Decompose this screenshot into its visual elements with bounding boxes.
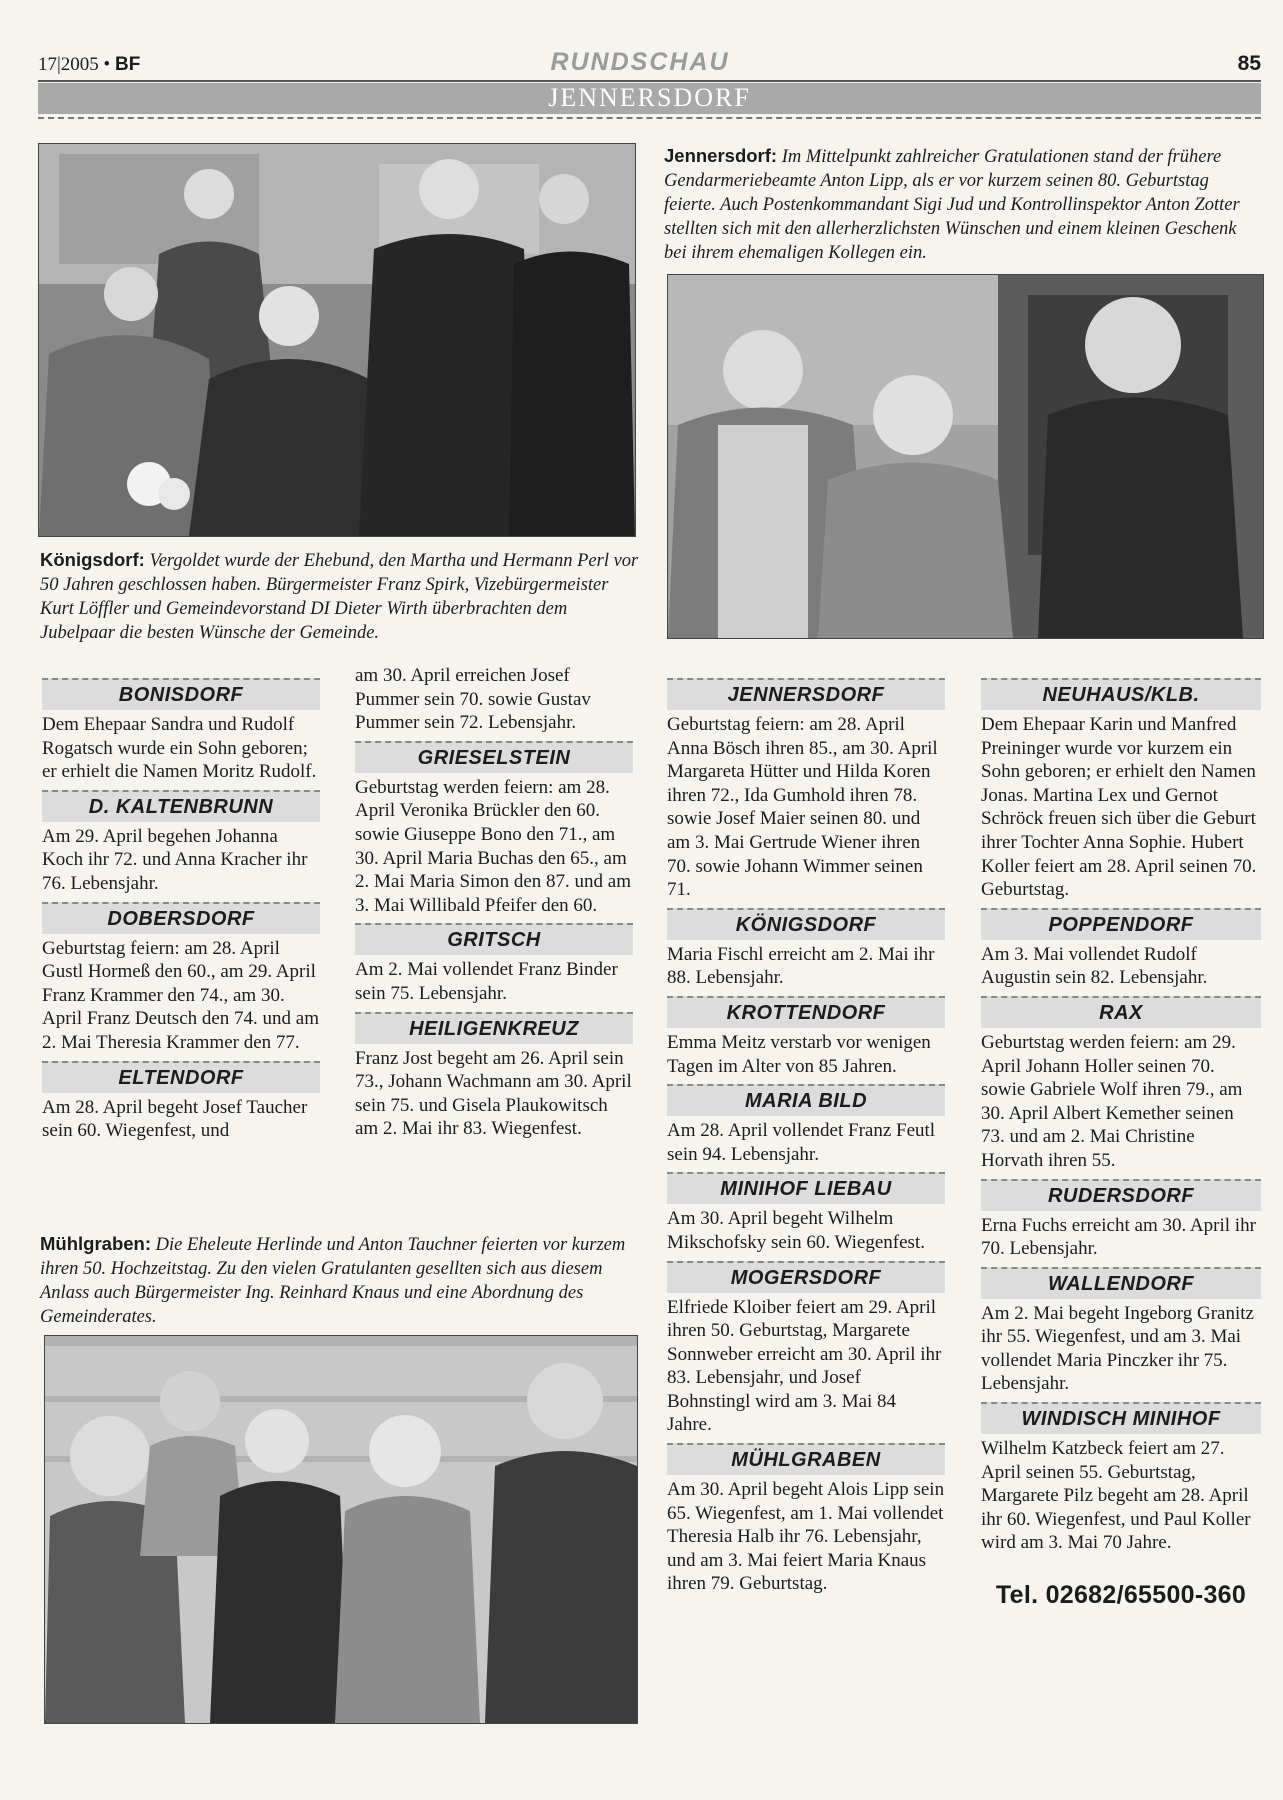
- section-body-minihofliebau: Am 30. April begeht Wilhelm Mikschofsky sein 60. Wiegenfest.: [667, 1208, 925, 1253]
- section-body-muehlgraben: Am 30. April begeht Alois Lipp sein 65. Wiegenfest, am 1. Mai vollendet Theresia Halb ihr 76. Lebensjahr, und am 3. Mai feiert Maria Knaus ihren 79. Geburtstag.: [667, 1479, 945, 1595]
- section-title-jennersdorf: JENNERSDORF: [667, 678, 945, 710]
- section-body-gritsch: Am 2. Mai vollendet Franz Binder sein 75. Lebensjahr.: [355, 959, 618, 1004]
- section-title-rudersdorf: RUDERSDORF: [981, 1179, 1261, 1211]
- section-title-heiligenkreuz: HEILIGENKREUZ: [355, 1012, 633, 1044]
- issue-tag: BF: [114, 54, 141, 75]
- section-body-heiligenkreuz: Franz Jost begeht am 26. April sein 73., Johann Wachmann am 30. April sein 75. und Gisela Plaukowitsch am 2. Mai ihr 83. Wiegenfest.: [355, 1047, 632, 1140]
- section-body-eltendorf-cont: am 30. April erreichen Josef Pummer sein 70. sowie Gustav Pummer sein 72. Lebensjahr.: [355, 665, 591, 734]
- column-3: [667, 672, 945, 1596]
- section-body-poppendorf: Am 3. Mai vollendet Rudolf Augustin sein 82. Lebensjahr.: [981, 943, 1208, 989]
- section-body-rudersdorf: Erna Fuchs erreicht am 30. April ihr 70. Lebensjahr.: [981, 1214, 1256, 1260]
- district-title: JENNERSDORF: [548, 83, 751, 112]
- caption-place: Mühlgraben:: [40, 1233, 151, 1254]
- section-body-mogersdorf: Elfriede Kloiber feiert am 29. April ihren 50. Geburtstag, Margarete Sonnweber erreicht am 30. April ihr 83. Lebensjahr, und Josef Bohnstingl wird am 3. Mai 84 Jahre.: [667, 1296, 942, 1436]
- section-title-grieselstein: GRIESELSTEIN: [355, 741, 633, 773]
- photo-koenigsdorf: [38, 143, 636, 537]
- section-title-eltendorf: ELTENDORF: [42, 1061, 320, 1093]
- caption-text: Vergoldet wurde der Ehebund, den Martha und Hermann Perl vor 50 Jahren geschlossen haben. Bürgermeister Franz Spirk, Vizebürgermeister Kurt Löffler und Gemeindevorstand DI Dieter Wirth überbrachten dem Jubelpaar die besten Wünsche der Gemeinde.: [40, 551, 639, 643]
- contact-phone: Tel. 02682/65500-360: [995, 1581, 1247, 1610]
- section-title-krottendorf: KROTTENDORF: [667, 996, 945, 1028]
- caption-jennersdorf: [664, 144, 1262, 265]
- section-body-eltendorf: Am 28. April begeht Josef Taucher sein 60. Wiegenfest, und: [42, 1096, 308, 1142]
- caption-text: Im Mittelpunkt zahlreicher Gratulationen stand der frühere Gendarmeriebeamte Anton Lipp, als er vor kurzem seinen 80. Geburtstag feierte. Auch Postenkommandant Sigi Jud und Kontrollinspektor Anton Zotter stellten sich mit den allerherzlichsten Wünschen und einem kleinen Geschenk bei ihrem ehemaligen Kollegen ein.: [664, 147, 1240, 263]
- section-title-minihofliebau: MINIHOF LIEBAU: [667, 1172, 945, 1204]
- section-title-gritsch: GRITSCH: [355, 923, 633, 955]
- section-title-mariabild: MARIA BILD: [667, 1084, 945, 1116]
- section-title-bonisdorf: BONISDORF: [42, 678, 320, 710]
- page-number: 85: [1237, 52, 1261, 75]
- header-divider: [38, 117, 1261, 119]
- caption-text: Die Eheleute Herlinde und Anton Tauchner feierten vor kurzem ihren 50. Hochzeitstag. Zu den vielen Gratulanten gesellten sich aus diesem Anlass auch Bürgermeister Ing. Reinhard Knaus und eine Abordnung des Gemeinderates.: [40, 1235, 626, 1327]
- section-title-koenigsdorf: KÖNIGSDORF: [667, 908, 945, 940]
- section-title-kaltenbrunn: D. KALTENBRUNN: [42, 790, 320, 822]
- section-body-rax: Geburtstag werden feiern: am 29. April Johann Holler seinen 70. sowie Gabriele Wolf ihren 79., am 30. April Albert Kemether seinen 73. und am 2. Mai Christine Horvath ihren 55.: [981, 1031, 1243, 1171]
- section-body-krottendorf: Emma Meitz verstarb vor wenigen Tagen im Alter von 85 Jahren.: [667, 1031, 931, 1077]
- section-body-dobersdorf: Geburtstag feiern: am 28. April Gustl Hormeß den 60., am 29. April Franz Krammer den 74., am 30. April Franz Deutsch den 74. und am 2. Mai Theresia Krammer den 77.: [42, 937, 320, 1053]
- section-title-poppendorf: POPPENDORF: [981, 908, 1261, 940]
- caption-muehlgraben: [40, 1232, 640, 1329]
- section-body-jennersdorf: Geburtstag feiern: am 28. April Anna Bösch ihren 85., am 30. April Margareta Hütter und Hilda Koren ihren 72., Ida Gumhold ihren 78. sowie Josef Maier seinen 80. und am 3. Mai Gertrude Wiener ihren 70. sowie Johann Wimmer seinen 71.: [667, 714, 938, 901]
- section-title-rax: RAX: [981, 996, 1261, 1028]
- section-title-wallendorf: WALLENDORF: [981, 1267, 1261, 1299]
- column-4: [981, 672, 1261, 1610]
- column-1: [42, 672, 320, 1143]
- section-title-mogersdorf: MOGERSDORF: [667, 1261, 945, 1293]
- newspaper-name: RUNDSCHAU: [550, 48, 730, 76]
- caption-koenigsdorf: [40, 548, 640, 645]
- section-body-koenigsdorf: Maria Fischl erreicht am 2. Mai ihr 88. Lebensjahr.: [667, 943, 935, 989]
- section-body-kaltenbrunn: Am 29. April begehen Johanna Koch ihr 72. und Anna Kracher ihr 76. Lebensjahr.: [42, 825, 308, 894]
- photo-jennersdorf: [667, 274, 1264, 639]
- section-body-mariabild: Am 28. April vollendet Franz Feutl sein 94. Lebensjahr.: [667, 1120, 936, 1165]
- section-title-neuhaus: NEUHAUS/KLB.: [981, 678, 1261, 710]
- section-title-dobersdorf: DOBERSDORF: [42, 902, 320, 934]
- photo-muehlgraben: [44, 1335, 638, 1724]
- caption-place: Jennersdorf:: [664, 145, 778, 166]
- column-2: [355, 664, 633, 1141]
- section-title-windischminihof: WINDISCH MINIHOF: [981, 1402, 1261, 1434]
- caption-place: Königsdorf:: [40, 549, 145, 570]
- section-body-grieselstein: Geburtstag werden feiern: am 28. April Veronika Brückler den 60. sowie Giuseppe Bono den 71., am 30. April Maria Buchas den 65., am 2. Mai Maria Simon den 87. und am 3. Mai Willibald Pfeifer den 60.: [355, 776, 631, 916]
- section-body-wallendorf: Am 2. Mai begeht Ingeborg Granitz ihr 55. Wiegenfest, und am 3. Mai vollendet Maria Pinczker ihr 75. Lebensjahr.: [981, 1302, 1254, 1395]
- section-body-windischminihof: Wilhelm Katzbeck feiert am 27. April seinen 55. Geburtstag, Margarete Pilz begeht am 28. April ihr 60. Wiegenfest, und Paul Koller wird am 3. Mai 70 Jahre.: [981, 1438, 1251, 1554]
- issue-number: 17|2005 • BF: [38, 54, 141, 75]
- section-title-muehlgraben: MÜHLGRABEN: [667, 1443, 945, 1475]
- section-body-neuhaus: Dem Ehepaar Karin und Manfred Preininger wurde vor kurzem ein Sohn geboren; er erhielt den Namen Jonas. Martina Lex und Gernot Schröck freuen sich über die Geburt ihrer Tochter Anna Sophie. Hubert Koller feiert am 28. April seinen 70. Geburtstag.: [981, 714, 1257, 901]
- section-body-bonisdorf: Dem Ehepaar Sandra und Rudolf Rogatsch wurde ein Sohn geboren; er erhielt die Namen Moritz Rudolf.: [42, 714, 317, 783]
